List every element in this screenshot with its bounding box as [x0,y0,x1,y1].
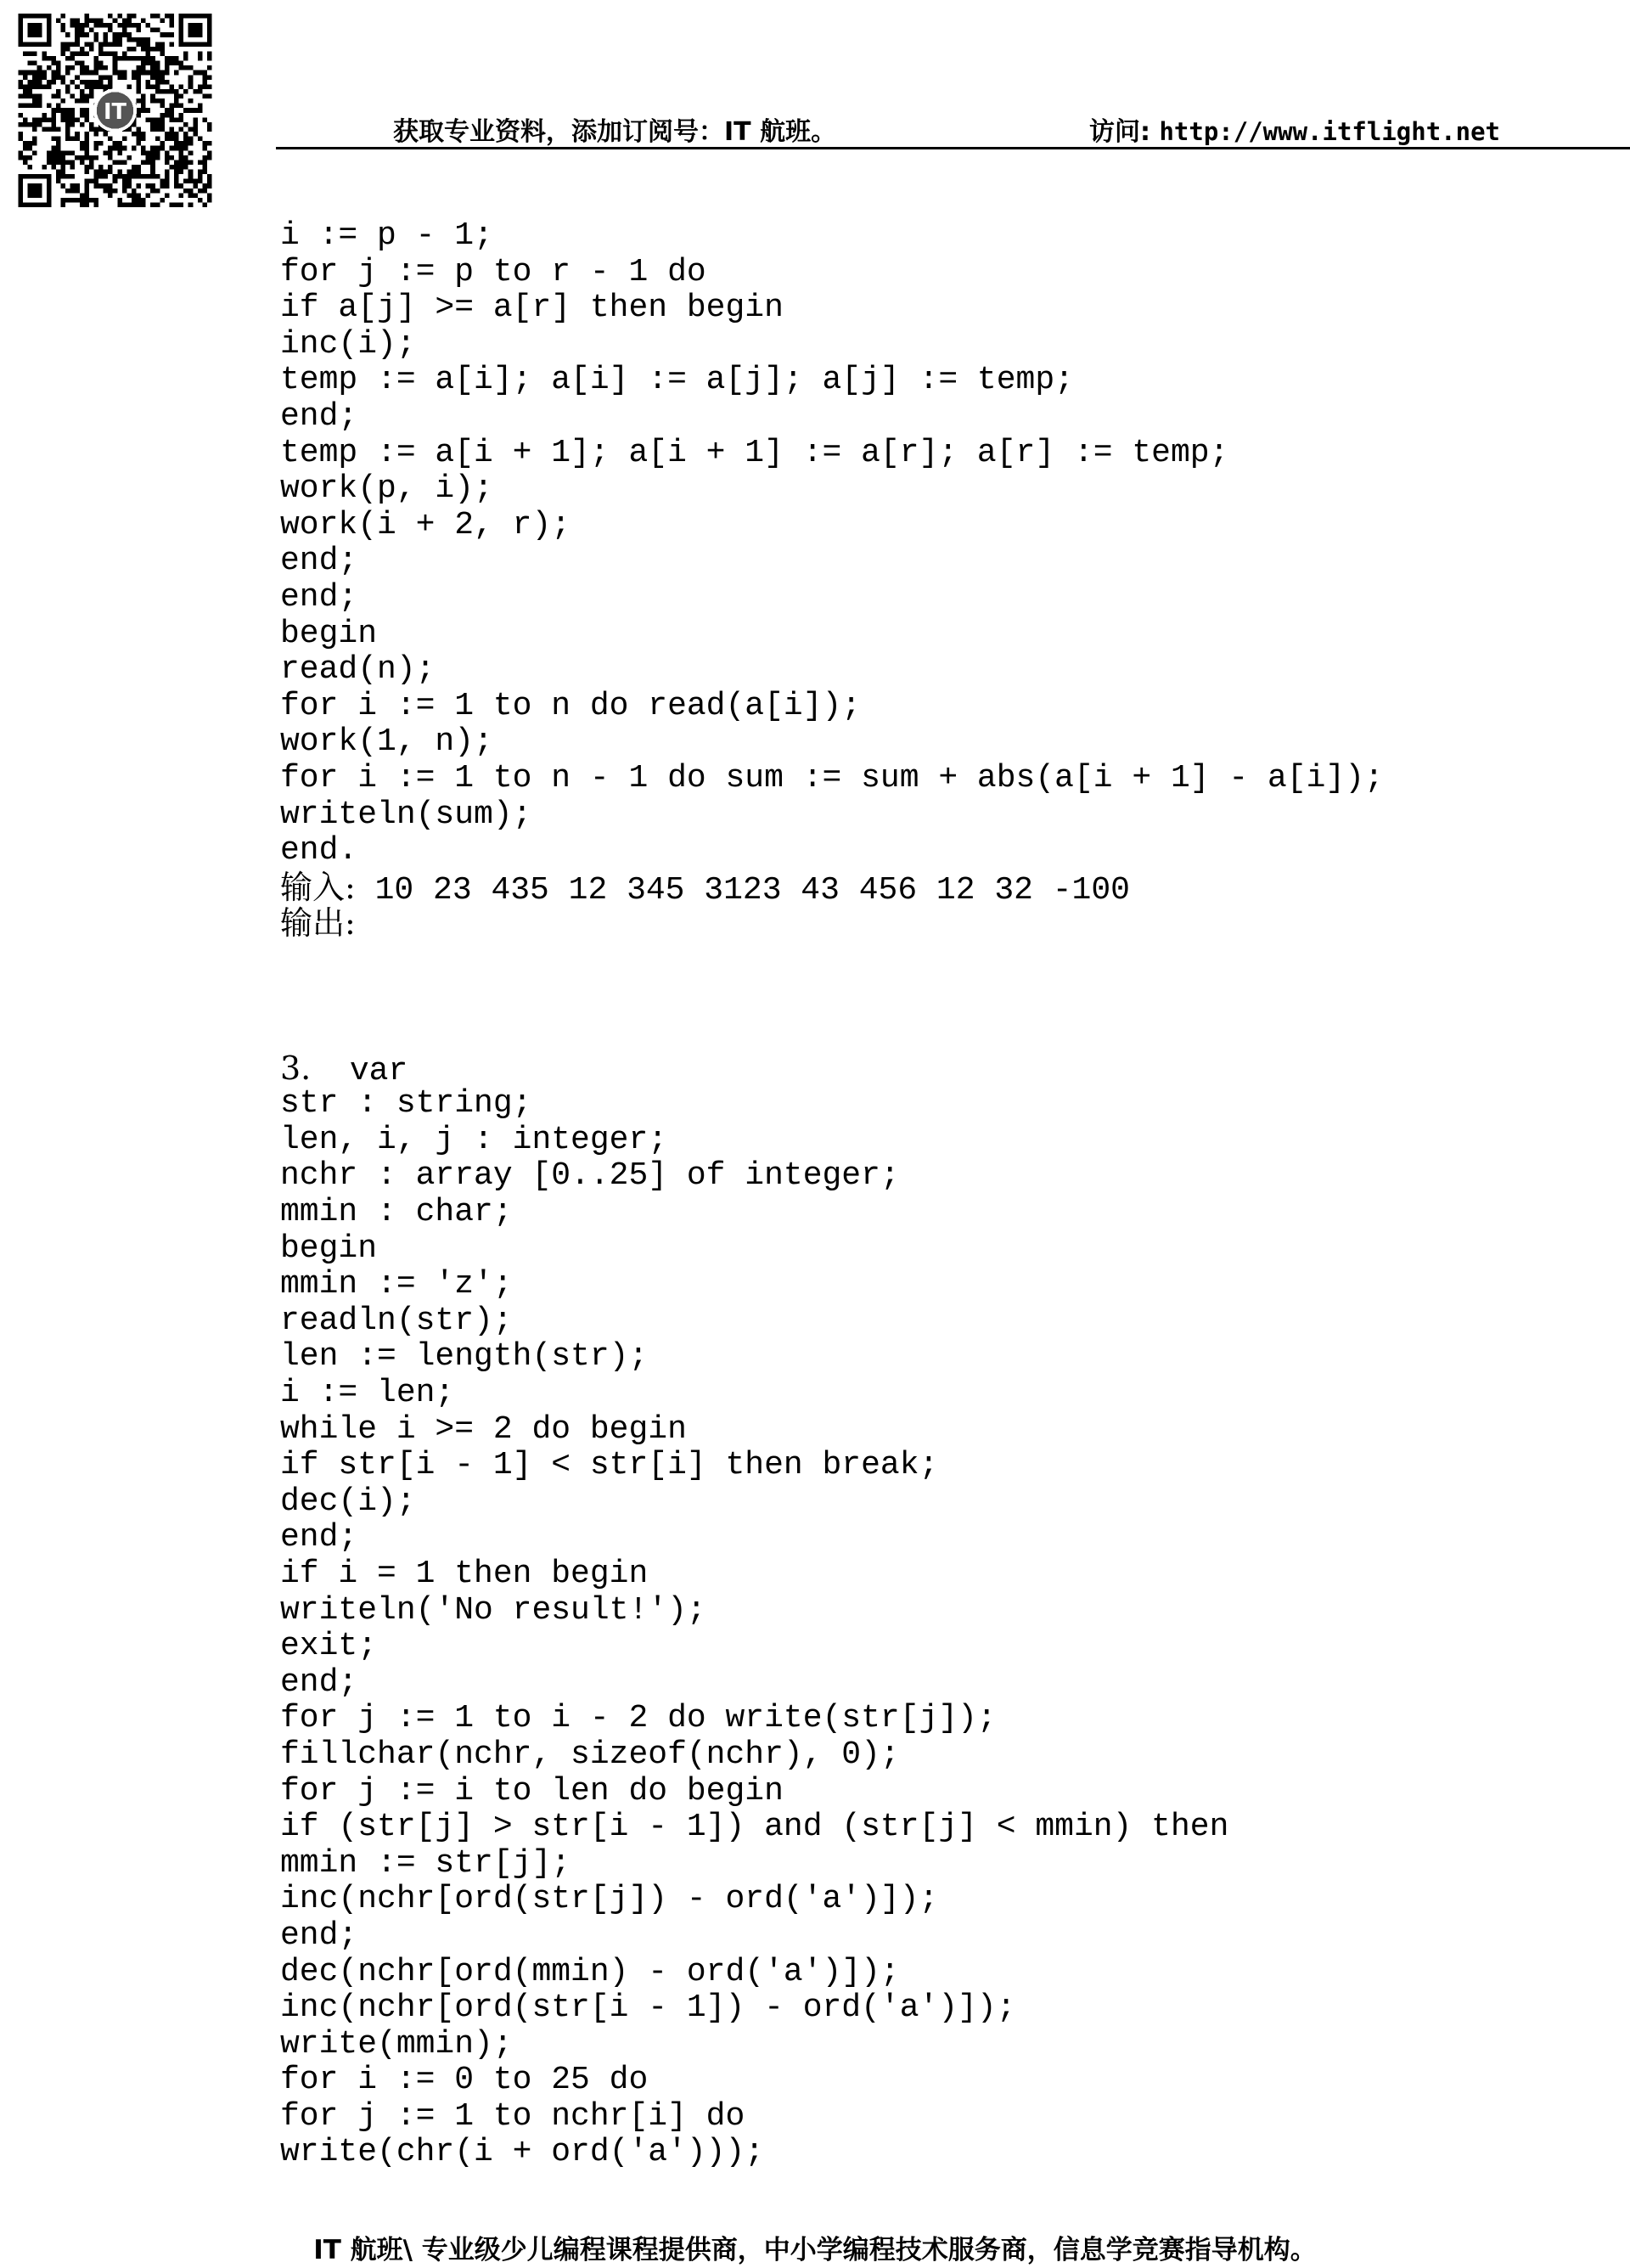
header-divider [276,147,1630,149]
code-line: end; [280,578,358,616]
input-label: 输入: [280,868,356,906]
code-line: work(p, i); [280,470,493,508]
code-line: end; [280,1519,358,1556]
output-line [280,905,1384,942]
code-line: writeln(sum); [280,796,532,833]
code-line: if i = 1 then begin [280,1555,649,1592]
code-line: dec(i); [280,1483,416,1520]
code-line: mmin := str[j]; [280,1844,571,1882]
code-document [280,218,1384,2171]
qr-code-icon [15,14,215,207]
input-line [280,868,1384,909]
code-line: nchr : array [0..25] of integer; [280,1157,900,1195]
code-line: i := p - 1; [280,217,493,254]
header-visit-label: 访问: [1089,117,1160,147]
code-line: write(chr(i + ord('a'))); [280,2134,765,2171]
code-line: write(mmin); [280,2025,513,2063]
code-line: end. [280,832,358,869]
code-line: for i := 0 to 25 do [280,2062,649,2099]
code-line: end; [280,1916,358,1954]
code-line: while i >= 2 do begin [280,1410,687,1448]
footer-text: IT 航班\ 专业级少儿编程课程提供商，中小学编程技术服务商，信息学竞赛指导机构。 [313,2235,1317,2265]
header-url-link[interactable]: http://www.itflight.net [1159,117,1501,146]
code-line: begin [280,615,378,652]
problem-3-header [280,1050,1384,1087]
code-line: if a[j] >= a[r] then begin [280,290,784,327]
code-line: inc(nchr[ord(str[j]) - ord('a')]); [280,1881,939,1918]
code-line: if (str[j] > str[i - 1]) and (str[j] < mmin) then [280,1809,1229,1846]
code-line: for j := p to r - 1 do [280,253,706,290]
blank-line [280,942,1384,978]
code-line: readln(str); [280,1302,513,1339]
header-visit [1089,110,1500,148]
code-line: work(i + 2, r); [280,506,571,543]
code-line: end; [280,397,358,435]
code-line: begin [280,1230,378,1267]
qr-logo-text: IT [104,99,126,126]
code-line: str : string; [280,1085,532,1123]
code-line: temp := a[i]; a[i] := a[j]; a[j] := temp; [280,362,1074,399]
code-line: fillchar(nchr, sizeof(nchr), 0); [280,1736,900,1773]
code-line: work(1, n); [280,723,493,761]
input-values: 10 23 435 12 345 3123 43 456 12 32 -100 [355,871,1130,909]
qr-logo [93,88,137,132]
code-line: for j := 1 to i - 2 do write(str[j]); [280,1700,997,1737]
blank-line [280,977,1384,1014]
code-line: exit; [280,1628,378,1665]
code-line: mmin : char; [280,1194,513,1231]
code-line: for i := 1 to n do read(a[i]); [280,687,862,724]
code-line: len := length(str); [280,1338,649,1376]
code-line: dec(nchr[ord(mmin) - ord('a')]); [280,1953,900,1990]
code-line: end; [280,1663,358,1701]
problem-number: 3. [280,1049,312,1087]
code-line: inc(nchr[ord(str[i - 1]) - ord('a')]); [280,1989,1016,2027]
code-line: temp := a[i + 1]; a[i + 1] := a[r]; a[r] := temp; [280,434,1229,471]
code-line: read(n); [280,651,436,689]
code-line: mmin := 'z'; [280,1266,513,1303]
code-line: for j := 1 to nchr[i] do [280,2097,745,2135]
header-subscribe-text: 获取专业资料，添加订阅号：IT 航班。 [393,117,837,147]
code-line: end; [280,543,358,580]
code-line: inc(i); [280,325,416,363]
code-line: if str[i - 1] < str[i] then break; [280,1447,939,1484]
code-line: for j := i to len do begin [280,1772,784,1809]
code-line: i := len; [280,1375,455,1411]
blank-line [280,1014,1384,1050]
output-label: 输出: [280,904,356,943]
code-line: for i := 1 to n - 1 do sum := sum + abs(a[i + 1] - a[i]); [280,759,1384,796]
code-line: writeln('No result!'); [280,1591,706,1629]
code-line: var [311,1052,408,1089]
code-line: len, i, j : integer; [280,1121,668,1158]
